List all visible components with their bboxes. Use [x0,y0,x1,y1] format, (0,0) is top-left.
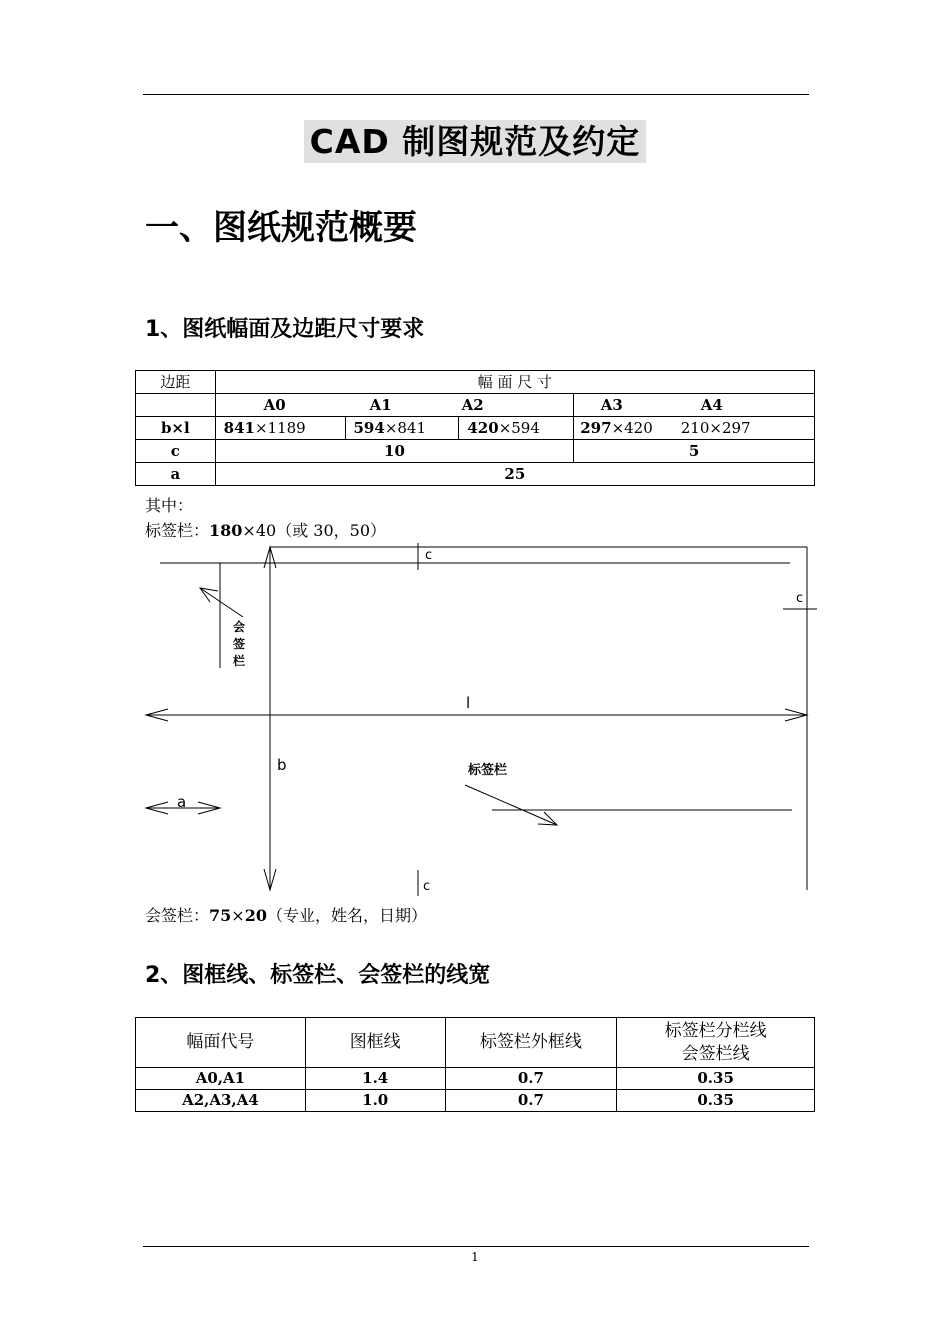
table-cell: b×l [136,417,216,440]
table-cell: c [136,440,216,463]
header-line: 会签栏线 [681,1043,750,1064]
note-intro: 其中： [145,496,194,515]
format-label: A4 [700,395,723,414]
table-cell: 25 [215,463,814,486]
header-line: 标签栏分栏线 [664,1020,767,1041]
countersign-label-3: 栏 [233,654,246,668]
c-right-label: c [796,591,804,606]
table-row [136,1090,815,1112]
table-row [136,1068,815,1090]
table-row [136,371,815,394]
format-label: A0 [263,395,286,414]
note-number: 75 [209,906,232,925]
table-cell: 0.7 [445,1068,617,1090]
page-number: 1 [471,1250,479,1264]
table-cell: 边距 [136,371,216,394]
line-width-table [135,1017,815,1112]
countersign-label-1: 会 [233,620,246,634]
format-label: A1 [369,395,392,414]
table-cell [215,394,574,417]
table-cell: 5 [574,440,815,463]
note-countersign [145,903,427,926]
cell-number: 420 [467,418,499,437]
table-cell [136,394,216,417]
l-label: l [466,694,471,712]
c-bottom-label: c [423,879,431,894]
table-cell: 0.35 [617,1090,815,1112]
table-header: 标签栏外框线 [445,1018,617,1068]
table-cell: 1.4 [305,1068,445,1090]
note-title-block [145,518,386,541]
table-cell [345,417,459,440]
note-label: 会签栏： [145,906,210,925]
note-number: 180 [209,521,243,540]
title-block-pointer [465,785,557,825]
table-cell [574,394,815,417]
table-cell [574,417,815,440]
note-text: × [231,906,245,925]
table-header-row [136,1018,815,1068]
note-text: （专业，姓名，日期） [266,906,427,925]
cell-text: ×1189 [254,418,306,437]
table-cell: 0.7 [445,1090,617,1112]
table-row [136,417,815,440]
note-number: 20 [244,906,267,925]
title-block-label: 标签栏 [468,763,508,778]
subsection-heading-2: 2、图框线、标签栏、会签栏的线宽 [145,963,491,988]
document-title-text: CAD 制图规范及约定 [304,120,647,163]
table-cell: 1.0 [305,1090,445,1112]
subsection-heading-1: 1、图纸幅面及边距尺寸要求 [145,317,425,342]
table-header: 幅面代号 [136,1018,306,1068]
table-row [136,394,815,417]
cell-text: ×841 [384,418,427,437]
cell-text: 210×297 [680,418,751,437]
border-diagram [0,540,950,900]
note-label: 标签栏： [145,521,210,540]
table-cell [215,417,345,440]
table-cell [459,417,574,440]
paper-size-table [135,370,815,486]
table-cell: 0.35 [617,1068,815,1090]
countersign-label-2: 签 [233,637,246,651]
cell-number: 841 [223,418,255,437]
table-cell: a [136,463,216,486]
c-top-label: c [425,548,433,563]
table-header: 图框线 [305,1018,445,1068]
format-label: A2 [461,395,484,414]
format-label: A3 [600,395,623,414]
cell-number: 594 [353,418,385,437]
table-cell: 幅 面 尺 寸 [215,371,814,394]
section-heading: 一、图纸规范概要 [145,208,417,248]
document-title [0,116,950,163]
cell-text: ×594 [498,418,540,437]
header-rule [143,94,809,95]
countersign-pointer [200,588,243,617]
note-text: ×40（或 30，50） [242,521,386,540]
table-cell: A0,A1 [136,1068,306,1090]
b-label: b [277,756,287,774]
table-cell: 10 [215,440,574,463]
cell-number: 297 [580,418,612,437]
cell-text: ×420 [611,418,653,437]
a-label: a [177,793,187,811]
table-cell: A2,A3,A4 [136,1090,306,1112]
footer-rule [143,1246,809,1247]
table-header [617,1018,815,1068]
table-row [136,440,815,463]
table-row [136,463,815,486]
